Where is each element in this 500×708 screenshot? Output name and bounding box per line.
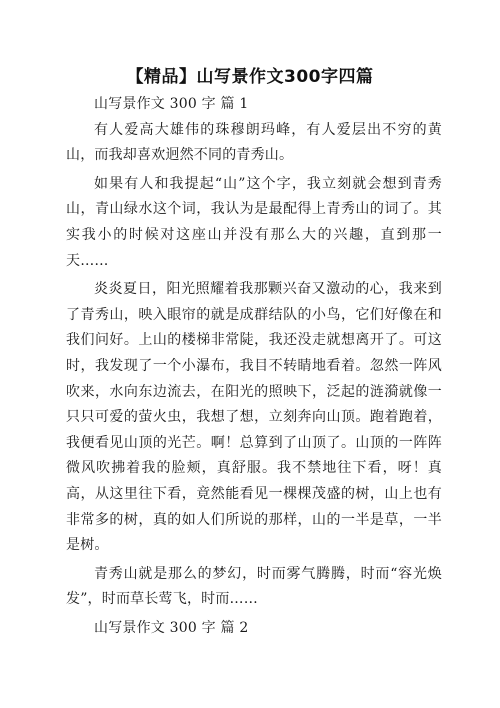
document-title: 【精品】山写景作文300字四篇 [126, 67, 374, 87]
section-heading-2: 山写景作文 300 字 篇 2 [94, 619, 249, 636]
document-body [66, 92, 442, 641]
paragraph-4: 青秀山就是那么的梦幻，时而雾气腾腾，时而“容光焕发”，时而草长莺飞，时而…… [66, 565, 442, 608]
paragraph-3: 炎炎夏日，阳光照耀着我那颗兴奋又激动的心，我来到了青秀山，映入眼帘的就是成群结队的小鸟，它们好像在和我们问好。上山的楼梯非常陡，我还没走就想离开了。可这时，我发现了一个小瀑布，我目不转睛地看着。忽然一阵风吹来，水向东边流去，在阳光的照映下，泛起的涟漪就像一只只可爱的萤火虫，我想了想，立刻奔向山顶。跑着跑着，我便看见山顶的光芒。啊！总算到了山顶了。山顶的一阵阵微风吹拂着我的脸颊，真舒服。我不禁地往下看，呀！真高，从这里往下看，竟然能看见一棵棵茂盛的树，山上也有非常多的树，真的如人们所说的那样，山的一半是草，一半是树。 [66, 281, 442, 554]
paragraph-1: 有人爱高大雄伟的珠穆朗玛峰，有人爱层出不穷的黄山，而我却喜欢迥然不同的青秀山。 [66, 121, 442, 164]
section-heading-1: 山写景作文 300 字 篇 1 [94, 96, 249, 112]
paragraph-2: 如果有人和我提起“山”这个字，我立刻就会想到青秀山，青山绿水这个词，我认为是最配得上青秀山的词了。其实我小的时候对这座山并没有那么大的兴趣，直到那一天…… [66, 175, 442, 269]
